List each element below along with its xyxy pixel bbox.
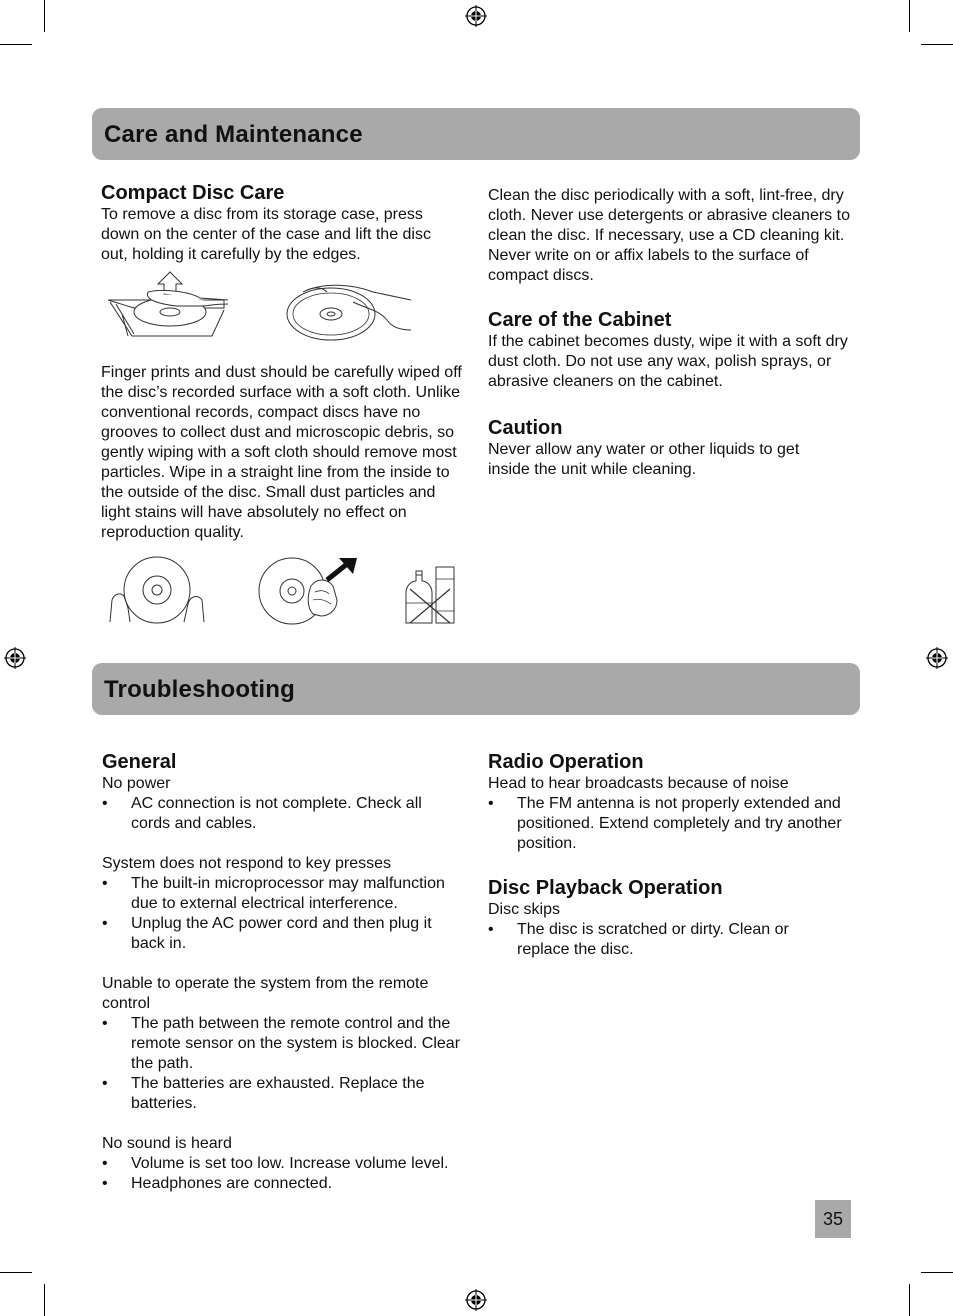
care-right-column bbox=[488, 186, 858, 480]
care-section-title: Care and Maintenance bbox=[104, 121, 363, 148]
problem-text: Head to hear broadcasts because of noise bbox=[488, 775, 789, 792]
crop-mark bbox=[921, 44, 953, 45]
registration-mark-icon bbox=[926, 647, 948, 669]
problem-text: No sound is heard bbox=[102, 1135, 232, 1152]
crop-mark bbox=[44, 0, 45, 32]
cause-item: • The FM antenna is not properly extended and positioned. Extend completely and try another position. bbox=[488, 794, 856, 854]
cause-item: • Volume is set too low. Increase volume level. bbox=[102, 1154, 464, 1174]
radio-operation-heading: Radio Operation bbox=[488, 751, 644, 773]
disc-cleaning-text: Clean the disc periodically with a soft, lint-free, dry cloth. Never use detergents or abrasive cleaners to clean the disc. If necessary, use a CD cleaning kit. Never write on or affix labels to the surface of compact discs. bbox=[488, 187, 850, 284]
cause-item: • The built-in microprocessor may malfunction due to external electrical interference. bbox=[102, 874, 464, 914]
troubleshooting-general-column bbox=[102, 750, 464, 1194]
cause-item: • Headphones are connected. bbox=[102, 1174, 464, 1194]
holding-disc-illustration bbox=[283, 280, 413, 346]
disc-removal-text: To remove a disc from its storage case, press down on the center of the case and lift the disc out, holding it carefully by the edges. bbox=[101, 206, 431, 263]
compact-disc-care-heading: Compact Disc Care bbox=[101, 182, 285, 204]
registration-mark-icon bbox=[465, 5, 487, 27]
cause-list bbox=[102, 874, 464, 954]
problem-text: Unable to operate the system from the remote control bbox=[102, 975, 429, 1012]
cause-list bbox=[102, 1154, 464, 1194]
cabinet-care-text: If the cabinet becomes dusty, wipe it with a soft dry dust cloth. Do not use any wax, polish sprays, or abrasive cleaners on the cabinet. bbox=[488, 333, 848, 390]
crop-mark bbox=[909, 1284, 910, 1316]
troubleshooting-section-title: Troubleshooting bbox=[104, 676, 295, 703]
crop-mark bbox=[0, 44, 32, 45]
caution-heading: Caution bbox=[488, 417, 563, 439]
page-number: 35 bbox=[815, 1200, 851, 1238]
caution-text: Never allow any water or other liquids to get inside the unit while cleaning. bbox=[488, 441, 800, 478]
no-chemicals-icon bbox=[404, 563, 458, 625]
cause-list bbox=[102, 794, 464, 834]
cause-list bbox=[488, 794, 856, 854]
registration-mark-icon bbox=[465, 1289, 487, 1311]
crop-mark bbox=[0, 1272, 32, 1273]
registration-mark-icon bbox=[4, 647, 26, 669]
care-section-header bbox=[92, 108, 860, 160]
wiping-disc-illustration bbox=[255, 556, 359, 626]
crop-mark bbox=[909, 0, 910, 32]
cause-list bbox=[488, 920, 856, 960]
cause-list bbox=[102, 1014, 464, 1114]
disc-playback-heading: Disc Playback Operation bbox=[488, 877, 723, 899]
crop-mark bbox=[921, 1272, 953, 1273]
fingerprint-care-block bbox=[101, 363, 463, 543]
cause-item: • The disc is scratched or dirty. Clean or replace the disc. bbox=[488, 920, 807, 960]
compact-disc-care-column bbox=[101, 181, 463, 265]
problem-text: Disc skips bbox=[488, 901, 561, 918]
disc-case-removal-illustration bbox=[104, 270, 232, 342]
troubleshooting-right-column bbox=[488, 750, 856, 960]
cause-item: • AC connection is not complete. Check all cords and cables. bbox=[102, 794, 436, 834]
cause-item: • The path between the remote control and the remote sensor on the system is blocked. Clear the path. bbox=[102, 1014, 464, 1074]
fingerprint-care-text: Finger prints and dust should be carefully wiped off the disc’s recorded surface with a soft cloth. Unlike conventional records, compact discs have no grooves to collect dust and microscopic debris, so gently wiping with a soft cloth should remove most particles. Wipe in a straight line from the inside to the outside of the disc. Small dust particles and light stains will have absolutely no effect on reproduction quality. bbox=[101, 364, 462, 541]
hands-holding-disc-illustration bbox=[106, 556, 208, 624]
troubleshooting-section-header bbox=[92, 663, 860, 715]
general-heading: General bbox=[102, 751, 177, 773]
problem-text: System does not respond to key presses bbox=[102, 855, 392, 872]
problem-text: No power bbox=[102, 775, 171, 792]
cause-item: • Unplug the AC power cord and then plug it back in. bbox=[102, 914, 451, 954]
crop-mark bbox=[44, 1284, 45, 1316]
cabinet-care-heading: Care of the Cabinet bbox=[488, 309, 672, 331]
cause-item: • The batteries are exhausted. Replace the batteries. bbox=[102, 1074, 451, 1114]
